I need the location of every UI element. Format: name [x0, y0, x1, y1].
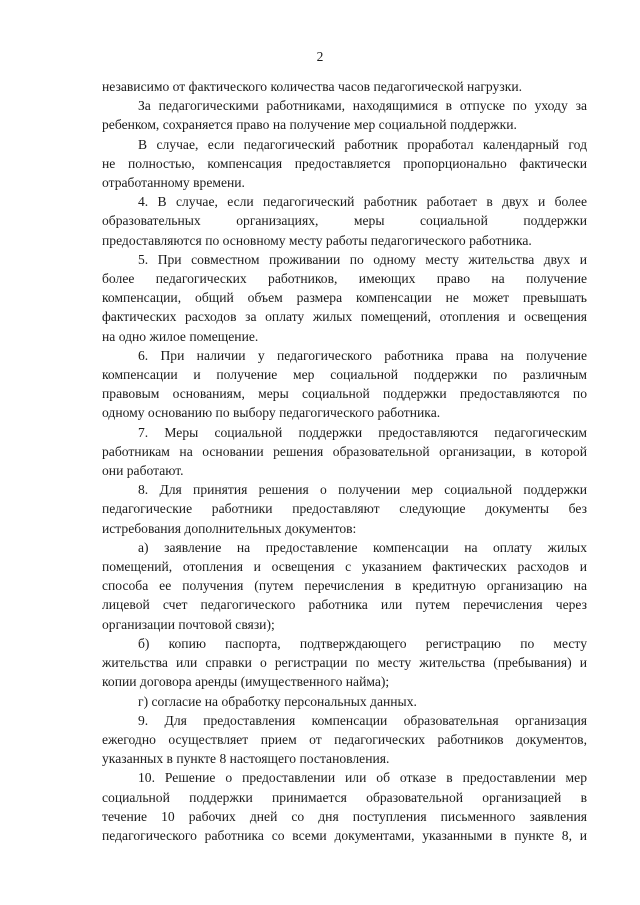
paragraph: [102, 480, 587, 538]
paragraph: [102, 423, 587, 481]
text-line: истребования дополнительных документов:: [102, 520, 357, 536]
paragraph: [102, 250, 587, 346]
text-line: копии договора аренды (имущественного найма);: [102, 674, 390, 690]
text-line: 8. Для принятия решения о получении мер социальной поддержки: [138, 482, 587, 498]
text-line: лицевой счет педагогического работника или путем перечисления через: [102, 597, 587, 613]
text-line: компенсации и получение мер социальной поддержки по различным: [102, 367, 587, 383]
text-line: они работают.: [102, 463, 184, 479]
text-line: 7. Меры социальной поддержки предоставляются педагогическим: [138, 424, 587, 440]
document-body: [102, 77, 587, 845]
text-line: За педагогическими работниками, находящимися в отпуске по уходу за: [138, 98, 587, 114]
text-line: 10. Решение о предоставлении или об отказе в предоставлении мер: [138, 770, 587, 786]
text-line: способа ее получения (путем перечисления в кредитную организацию на: [102, 578, 587, 594]
text-line: 9. Для предоставления компенсации образовательная организация: [138, 712, 587, 728]
text-line: педагогического работника со всеми документами, указанными в пункте 8, и: [102, 827, 587, 843]
text-line: педагогические работники предоставляют следующие документы без: [102, 501, 587, 517]
text-line: правовым основаниям, меры социальной поддержки предоставляются по: [102, 386, 587, 402]
text-line: не полностью, компенсация предоставляется пропорционально фактически: [102, 155, 587, 171]
text-line: ребенком, сохраняется право на получение мер социальной поддержки.: [102, 117, 517, 133]
paragraph: [102, 711, 587, 769]
text-line: 4. В случае, если педагогический работник работает в двух и более: [138, 194, 587, 210]
paragraph: [102, 346, 587, 423]
text-line: одному основанию по выбору педагогического работника.: [102, 405, 441, 421]
paragraph: [102, 77, 587, 96]
text-line: 5. При совместном проживании по одному месту жительства двух и: [138, 251, 587, 267]
paragraph: [102, 634, 587, 692]
paragraph: [102, 135, 587, 193]
text-line: предоставляются по основному месту работы педагогического работника.: [102, 232, 532, 248]
paragraph: [102, 192, 587, 250]
text-line: б) копию паспорта, подтверждающего регистрацию по месту: [138, 635, 587, 651]
text-line: организации почтовой связи);: [102, 616, 275, 632]
text-line: ежегодно осуществляет прием от педагогических работников документов,: [102, 731, 587, 747]
text-line: образовательных организациях, меры социальной поддержки: [102, 213, 587, 229]
paragraph: [102, 768, 587, 845]
text-line: жительства или справки о регистрации по месту жительства (пребывания) и: [102, 655, 587, 671]
text-line: помещений, отопления и освещения с указанием фактических расходов и: [102, 559, 587, 575]
text-line: социальной поддержки принимается образовательной организацией в: [102, 789, 587, 805]
text-line: независимо от фактического количества часов педагогической нагрузки.: [102, 79, 522, 94]
text-line: г) согласие на обработку персональных данных.: [138, 693, 417, 709]
text-line: на одно жилое помещение.: [102, 328, 259, 344]
paragraph: [102, 692, 587, 711]
paragraph: [102, 538, 587, 634]
text-line: работникам на основании решения образовательной организации, в которой: [102, 443, 587, 459]
text-line: В случае, если педагогический работник проработал календарный год: [138, 136, 587, 152]
text-line: течение 10 рабочих дней со дня поступления письменного заявления: [102, 808, 587, 824]
text-line: компенсации, общий объем размера компенсации не может превышать: [102, 290, 587, 306]
text-line: указанных в пункте 8 настоящего постановления.: [102, 751, 390, 767]
paragraph: [102, 96, 587, 134]
text-line: отработанному времени.: [102, 175, 245, 191]
page-number: 2: [316, 49, 324, 64]
text-line: а) заявление на предоставление компенсации на оплату жилых: [138, 539, 587, 555]
text-line: более педагогических работников, имеющих право на получение: [102, 271, 587, 287]
text-line: 6. При наличии у педагогического работника права на получение: [138, 347, 587, 363]
text-line: фактических расходов за оплату жилых помещений, отопления и освещения: [102, 309, 587, 325]
